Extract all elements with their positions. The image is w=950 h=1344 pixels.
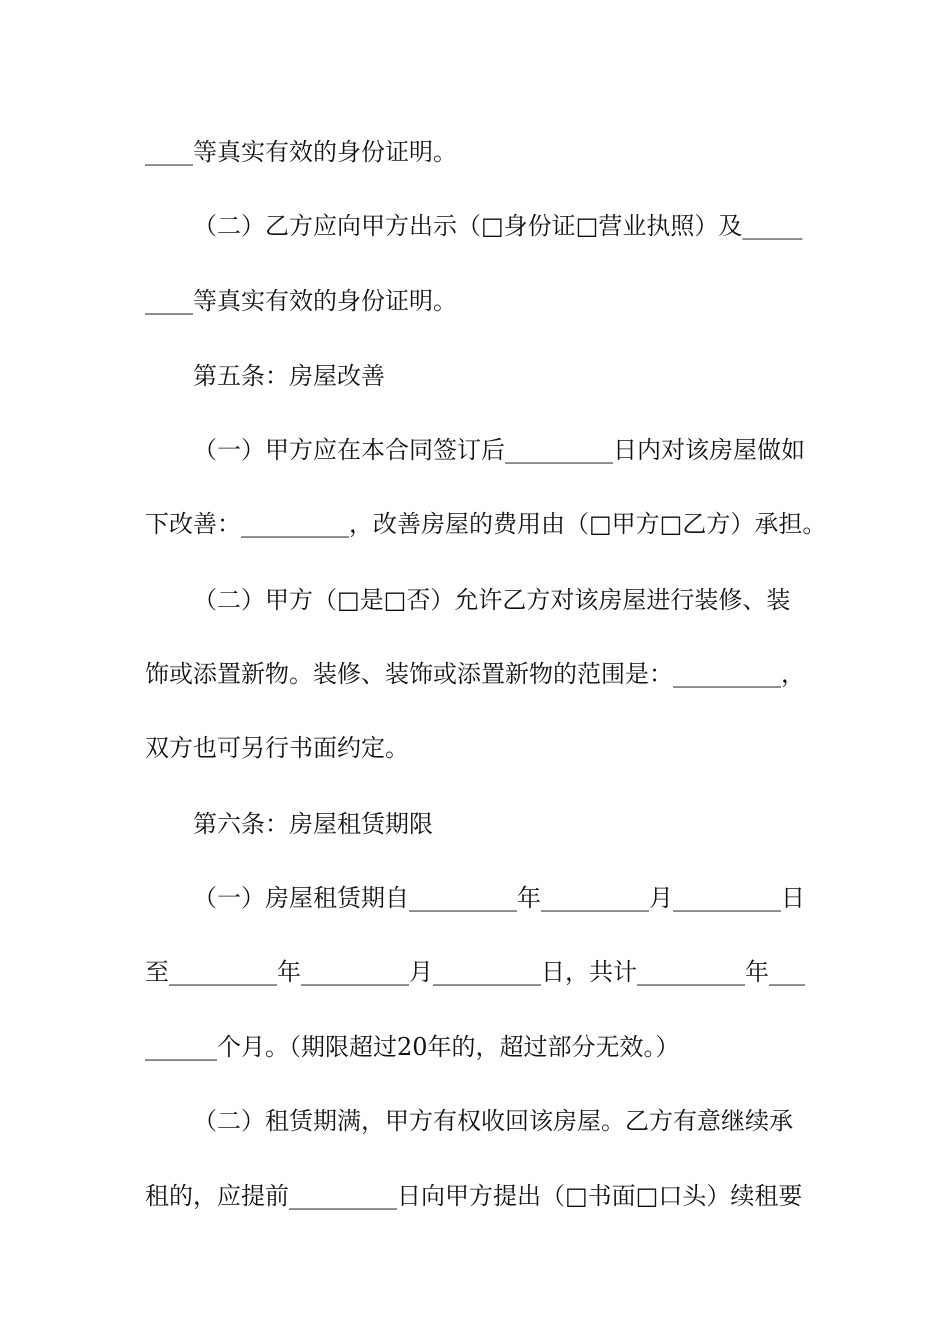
text-line-5: （一）甲方应在本合同签订后_________日内对该房屋做如 [193,436,805,464]
text-line-12: 至_________年_________月_________日，共计_________年___ [145,958,805,986]
text-line-11: （一）房屋租赁期自_________年_________月_________日 [193,884,805,912]
text-line-14: （二）租赁期满，甲方有权收回该房屋。乙方有意继续承 [193,1107,793,1135]
section-heading-5: 第五条：房屋改善 [193,362,385,390]
text-line-9: 双方也可另行书面约定。 [145,734,409,762]
text-line-8: 饰或添置新物。装修、装饰或添置新物的范围是：_________， [145,660,805,688]
text-line-2: （二）乙方应向甲方出示（□身份证□营业执照）及_____ [193,212,803,240]
text-line-1: ____等真实有效的身份证明。 [145,138,457,166]
text-line-13: ______个月。（期限超过20年的，超过部分无效。） [145,1033,680,1061]
text-line-3: ____等真实有效的身份证明。 [145,287,457,315]
text-line-6: 下改善：_________，改善房屋的费用由（□甲方□乙方）承担。 [145,510,827,538]
section-heading-6: 第六条：房屋租赁期限 [193,810,433,838]
text-line-7: （二）甲方（□是□否）允许乙方对该房屋进行装修、装 [193,586,791,614]
text-line-15: 租的，应提前_________日向甲方提出（□书面□口头）续租要 [145,1182,803,1210]
